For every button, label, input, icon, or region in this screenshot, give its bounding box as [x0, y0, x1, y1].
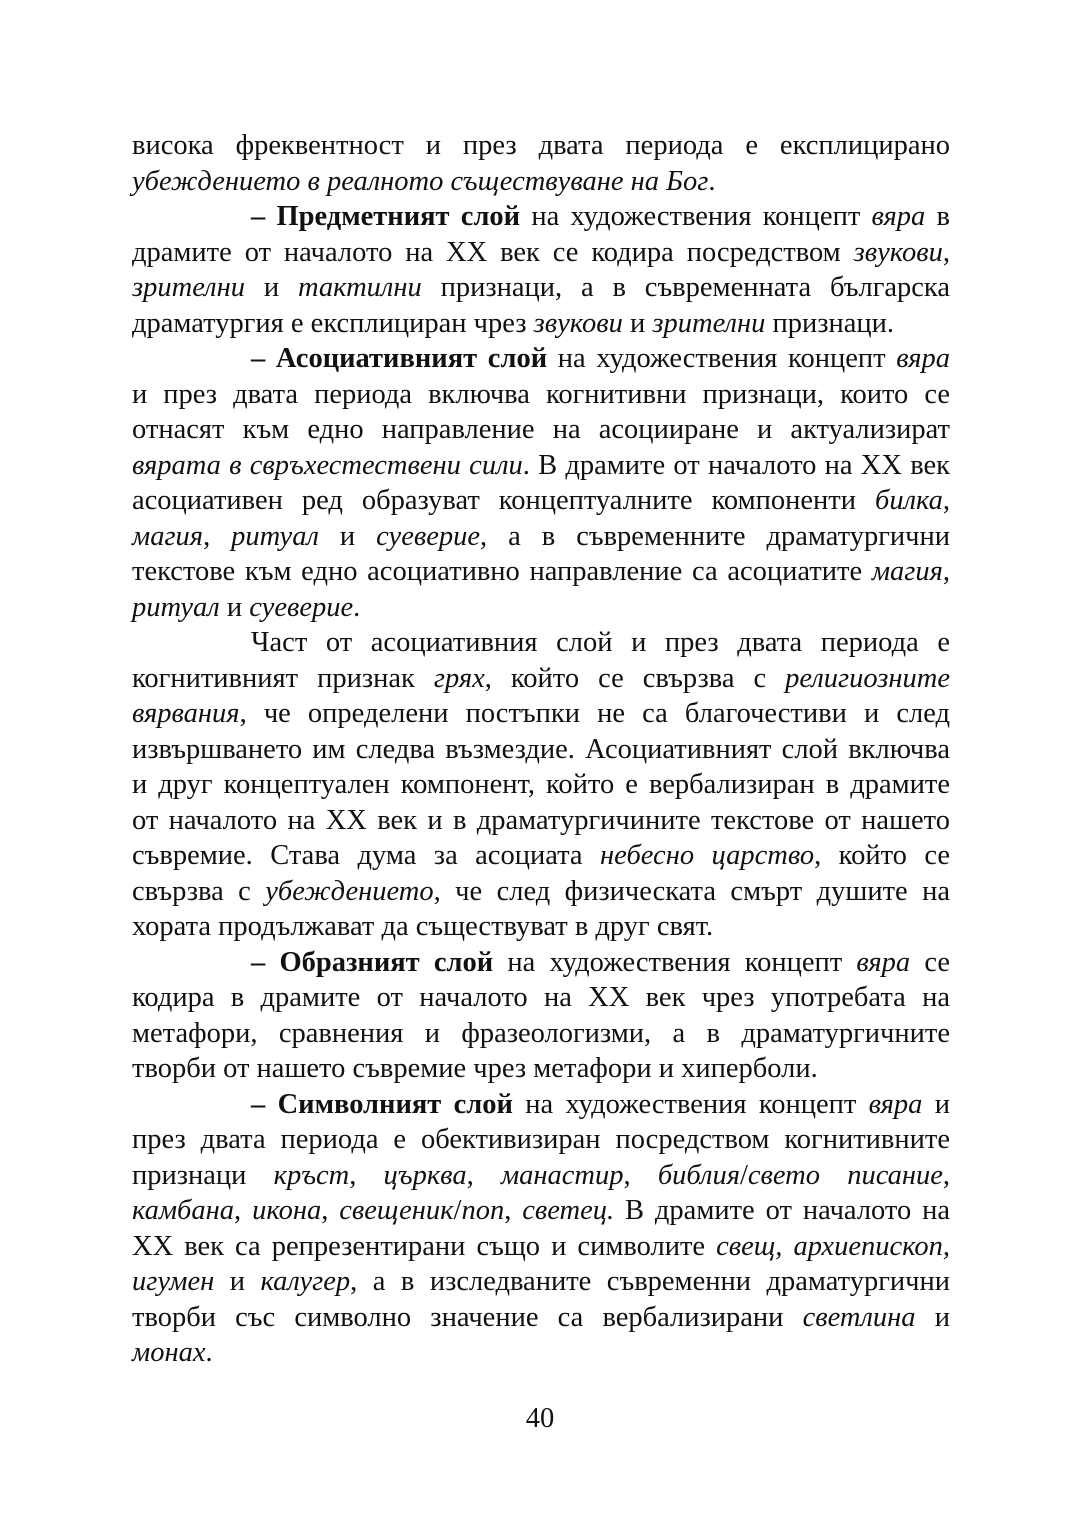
italic-run: зрителни — [132, 272, 245, 303]
italic-run: ритуал — [231, 520, 319, 552]
paragraph — [132, 945, 950, 1087]
italic-run: калугер — [260, 1266, 351, 1297]
italic-run: църква — [383, 1159, 467, 1191]
italic-run: кръст — [273, 1159, 350, 1191]
page-number: 40 — [525, 1403, 555, 1434]
italic-run: убеждението в реалното съществуване на Бог — [132, 165, 709, 197]
text-run: , а в съвременните драматургични текстове към едно асоциативно направление са асоциатите — [132, 520, 950, 587]
text-run: и — [915, 1301, 950, 1333]
italic-run: магия — [871, 556, 943, 587]
text-run: . В драмите от началото на XX век асоциативен ред образуват концептуалните компоненти — [132, 449, 950, 516]
italic-run: вяра — [868, 1088, 923, 1120]
text-run: висока фреквентност и през двата периода е експлицирано — [132, 130, 950, 161]
italic-run: светлина — [802, 1301, 916, 1333]
text-run: , а в изследваните съвременни драматургични творби със символно значение са вербализирани — [132, 1266, 950, 1333]
italic-run: небесно царство — [600, 840, 815, 871]
italic-run: ритуал — [132, 591, 220, 623]
bold-run: – Образният слой — [251, 946, 494, 978]
text-run: . — [353, 591, 361, 623]
text-run: Част от асоциативния слой и през двата периода е когнитивният признак — [132, 627, 950, 694]
italic-run: светец. — [522, 1195, 615, 1226]
text-run: на художествения концепт — [547, 343, 897, 374]
text-run: в драмите от началото на XX век се кодира посредством — [132, 201, 950, 268]
italic-run: вяра — [896, 343, 950, 374]
italic-run: грях — [433, 662, 485, 694]
italic-run: магия — [132, 520, 204, 552]
italic-run: билка — [874, 485, 943, 516]
italic-run: зрителни — [652, 307, 766, 339]
text-run: В драмите от началото на XX век са репрезентирани също и символите — [132, 1195, 951, 1262]
text-run: , — [942, 485, 950, 516]
italic-run: суеверие — [249, 591, 354, 623]
paragraph — [132, 128, 950, 199]
text-run: , — [321, 1195, 340, 1226]
text-run: , — [942, 556, 950, 587]
text-run: , който се свързва с — [484, 662, 786, 694]
italic-run: свещеник — [339, 1195, 454, 1226]
text-run: на художествения концепт — [520, 201, 872, 232]
paragraph — [132, 625, 950, 945]
italic-run: библия — [657, 1159, 740, 1191]
italic-run: свето писание — [747, 1159, 943, 1191]
bold-run: – Предметният слой — [251, 201, 521, 232]
text-run: и — [214, 1266, 261, 1297]
italic-run: камбана — [132, 1195, 235, 1226]
text-run: и — [318, 520, 377, 552]
text-run: признаци. — [765, 307, 895, 339]
paragraph — [132, 1087, 950, 1371]
paragraph — [132, 341, 950, 625]
bold-run: – Асоциативният слой — [251, 343, 548, 374]
text-run: и — [219, 591, 250, 623]
italic-run: икона — [252, 1195, 322, 1226]
text-run: , че след физическата смърт душите на хората продължават да съществуват в друг свят. — [132, 875, 951, 942]
text-run: и — [244, 272, 298, 303]
italic-run: звукови — [533, 307, 623, 339]
text-run: и — [622, 307, 653, 339]
text-run: . — [708, 165, 716, 197]
text-run: . — [205, 1337, 213, 1368]
body-text — [132, 128, 950, 1371]
text-run: , — [349, 1159, 384, 1191]
italic-run: монах — [132, 1337, 206, 1368]
text-run: , че определени постъпки не са благочестиви и след извършването им следва възмездие. Асоциативният слой включва и друг концептуален компонент, който е вербализиран в драмите от началото на XX век и в драматургичините текстове от нашето съвремие. Става дума за асоциата — [132, 698, 950, 871]
italic-run: манастир — [500, 1159, 624, 1191]
italic-run: вяра — [871, 201, 926, 232]
text-run: , — [234, 1195, 253, 1226]
italic-run: тактилни — [297, 272, 422, 303]
text-run: , — [504, 1195, 523, 1226]
text-run: , — [623, 1159, 658, 1191]
text-run: на художествения концепт — [512, 1088, 869, 1120]
text-run: , — [942, 1159, 951, 1191]
text-run: , — [203, 520, 232, 552]
bold-run: – Символният слой — [251, 1088, 513, 1120]
italic-run: вяра — [856, 946, 911, 978]
text-run: , — [942, 236, 950, 268]
text-run: се кодира в драмите от началото на XX век чрез употребата на метафори, сравнения и фразеологизми, а в драматургичните творби от нашето съвремие чрез метафори и хиперболи. — [132, 946, 951, 1084]
text-run: / — [739, 1159, 748, 1191]
italic-run: свещ, архиепископ, игумен — [132, 1230, 950, 1297]
italic-run: суеверие — [376, 520, 481, 552]
italic-run: звукови — [853, 236, 943, 268]
italic-run: вярата в свръхестествени сили — [132, 449, 523, 481]
italic-run: религиозните вярвания — [132, 662, 950, 729]
text-run: и през двата периода е обективизиран посредством когнитивните признаци — [132, 1088, 950, 1191]
italic-run: поп — [461, 1195, 505, 1226]
italic-run: убеждението — [265, 875, 434, 907]
text-run: , — [466, 1159, 501, 1191]
text-run: / — [453, 1195, 462, 1226]
text-run: , който се свързва с — [132, 840, 950, 907]
text-run: на художествения концепт — [493, 946, 857, 978]
paragraph — [132, 199, 950, 341]
text-run: признаци, а в съвременната българска драматургия е експлициран чрез — [132, 272, 950, 339]
text-run: и през двата периода включва когнитивни признаци, които се отнасят към едно направление на асоцииране и актуализират — [132, 378, 950, 445]
